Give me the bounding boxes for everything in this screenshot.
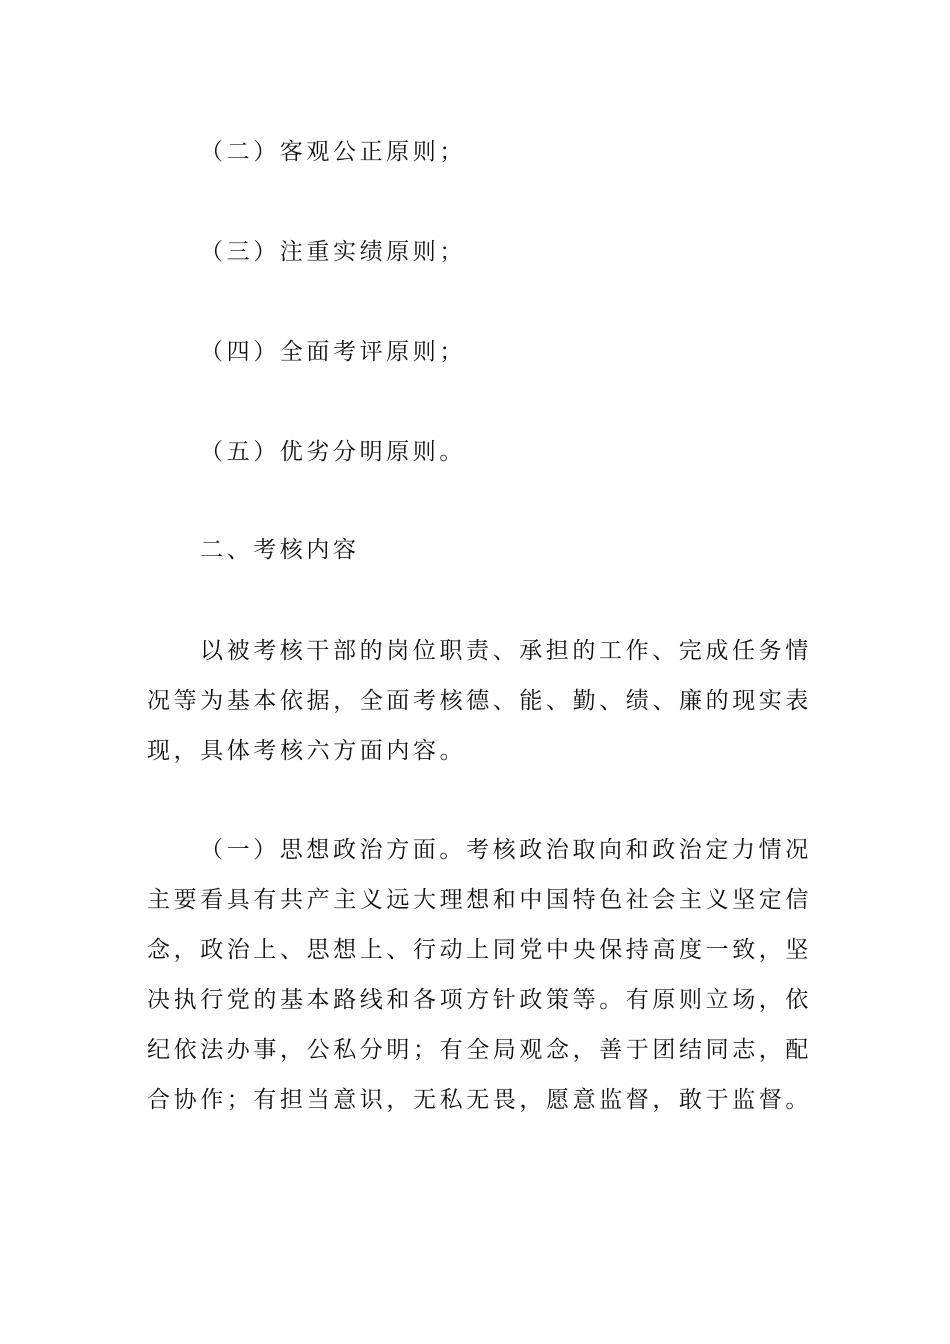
paragraph1-line-1: 以被考核干部的岗位职责、承担的工作、完成任务情 [200,638,812,664]
principle-item-2: （二）客观公正原则； [200,139,466,165]
paragraph1-line-2: 况等为基本依据，全面考核德、能、勤、绩、廉的现实表 [147,688,812,714]
paragraph2-line-4: 决执行党的基本路线和各项方针政策等。有原则立场，依 [147,987,812,1013]
paragraph1-line-3: 现，具体考核六方面内容。 [147,738,467,764]
paragraph2-line-3: 念，政治上、思想上、行动上同党中央保持高度一致，坚 [147,937,812,963]
paragraph2-line-1: （一）思想政治方面。考核政治取向和政治定力情况 [200,837,812,863]
paragraph2-line-6: 合协作；有担当意识，无私无畏，愿意监督，敢于监督。 [147,1087,812,1113]
paragraph2-line-2: 主要看具有共产主义远大理想和中国特色社会主义坚定信 [147,887,812,913]
paragraph2-line-5: 纪依法办事，公私分明；有全局观念，善于团结同志，配 [147,1037,812,1063]
principle-item-3: （三）注重实绩原则； [200,239,466,265]
principle-item-5: （五）优劣分明原则。 [200,439,466,465]
principle-item-4: （四）全面考评原则； [200,339,466,365]
section-heading: 二、考核内容 [200,537,360,563]
